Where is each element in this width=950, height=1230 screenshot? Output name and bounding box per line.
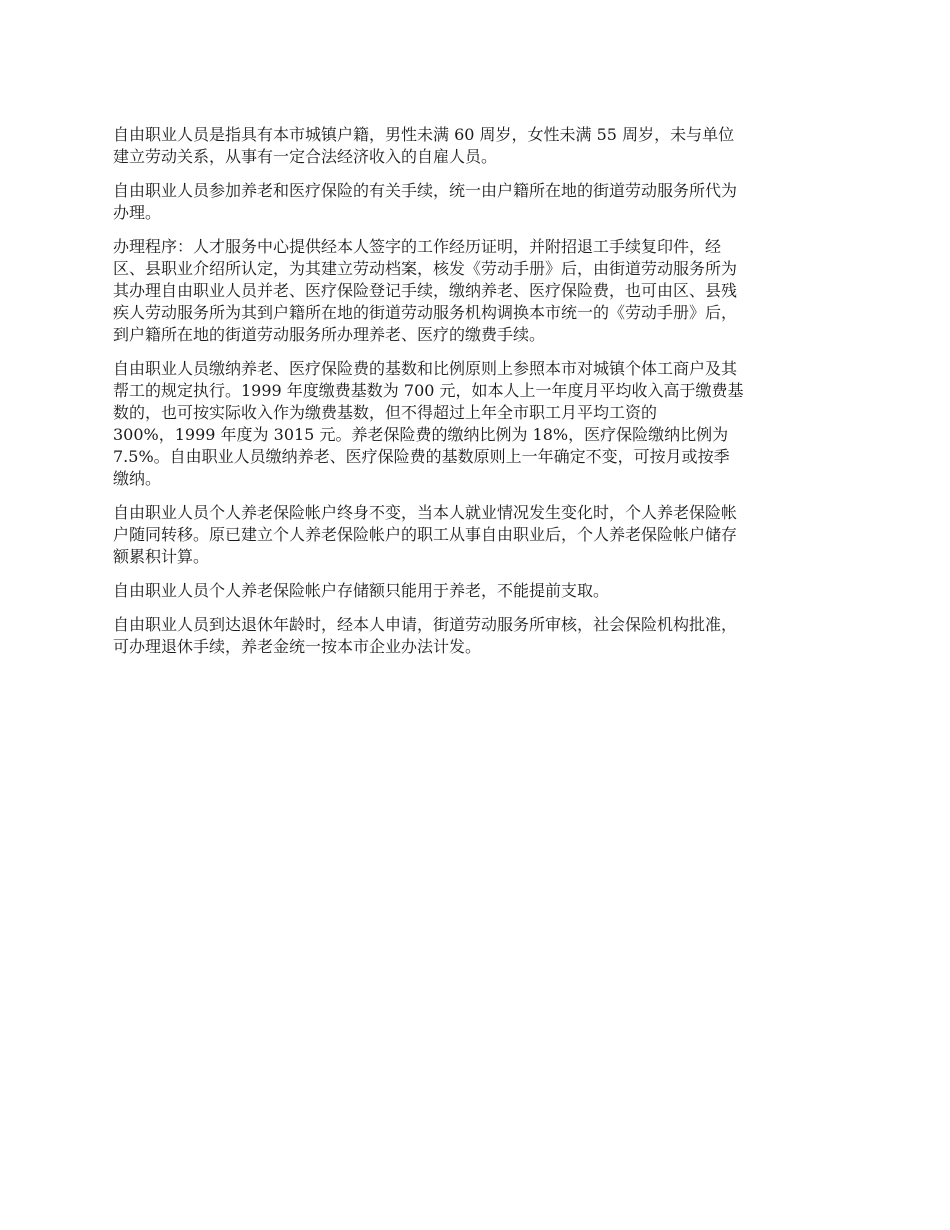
- text-line: 办理程序：人才服务中心提供经本人签字的工作经历证明，并附招退工手续复印件，经: [113, 237, 722, 256]
- text-line: 自由职业人员缴纳养老、医疗保险费的基数和比例原则上参照本市对城镇个体工商户及其: [113, 359, 738, 378]
- text-line: 其办理自由职业人员并老、医疗保险登记手续，缴纳养老、医疗保险费，也可由区、县残: [113, 281, 738, 300]
- paragraph-account-usage: [113, 580, 845, 602]
- text-line: 7.5%。自由职业人员缴纳养老、医疗保险费的基数原则上一年确定不变，可按月或按季: [113, 447, 730, 466]
- text-line: 自由职业人员到达退休年龄时，经本人申请，街道劳动服务所审核，社会保险机构批准，: [113, 615, 738, 634]
- paragraph-contribution: [113, 358, 845, 490]
- paragraph-process: [113, 236, 845, 346]
- text-line: 300%，1999 年度为 3015 元。养老保险费的缴纳比例为 18%，医疗保险缴纳比例为: [113, 425, 729, 444]
- text-line: 缴纳。: [113, 469, 162, 488]
- paragraph-retirement: [113, 614, 845, 658]
- text-line: 区、县职业介绍所认定，为其建立劳动档案，核发《劳动手册》后，由街道劳动服务所为: [113, 259, 738, 278]
- text-line: 数的，也可按实际收入作为缴费基数，但不得超过上年全市职工月平均工资的: [113, 403, 658, 422]
- text-line: 建立劳动关系，从事有一定合法经济收入的自雇人员。: [113, 147, 498, 166]
- text-line: 户随同转移。原已建立个人养老保险帐户的职工从事自由职业后，个人养老保险帐户储存: [113, 525, 738, 544]
- text-line: 自由职业人员个人养老保险帐户存储额只能用于养老，不能提前支取。: [113, 581, 610, 600]
- text-line: 自由职业人员参加养老和医疗保险的有关手续，统一由户籍所在地的街道劳动服务所代为: [113, 181, 738, 200]
- text-line: 可办理退休手续，养老金统一按本市企业办法计发。: [113, 637, 482, 656]
- paragraph-definition: [113, 124, 845, 168]
- text-line: 帮工的规定执行。1999 年度缴费基数为 700 元，如本人上一年度月平均收入高于缴费基: [113, 381, 744, 400]
- document-body: [113, 124, 845, 670]
- text-line: 额累积计算。: [113, 547, 210, 566]
- paragraph-procedures-agent: [113, 180, 845, 224]
- text-line: 自由职业人员是指具有本市城镇户籍，男性未满 60 周岁，女性未满 55 周岁，未与单位: [113, 125, 735, 144]
- paragraph-account-transfer: [113, 502, 845, 568]
- text-line: 到户籍所在地的街道劳动服务所办理养老、医疗的缴费手续。: [113, 325, 546, 344]
- text-line: 办理。: [113, 203, 162, 222]
- text-line: 疾人劳动服务所为其到户籍所在地的街道劳动服务机构调换本市统一的《劳动手册》后，: [113, 303, 738, 322]
- text-line: 自由职业人员个人养老保险帐户终身不变，当本人就业情况发生变化时，个人养老保险帐: [113, 503, 738, 522]
